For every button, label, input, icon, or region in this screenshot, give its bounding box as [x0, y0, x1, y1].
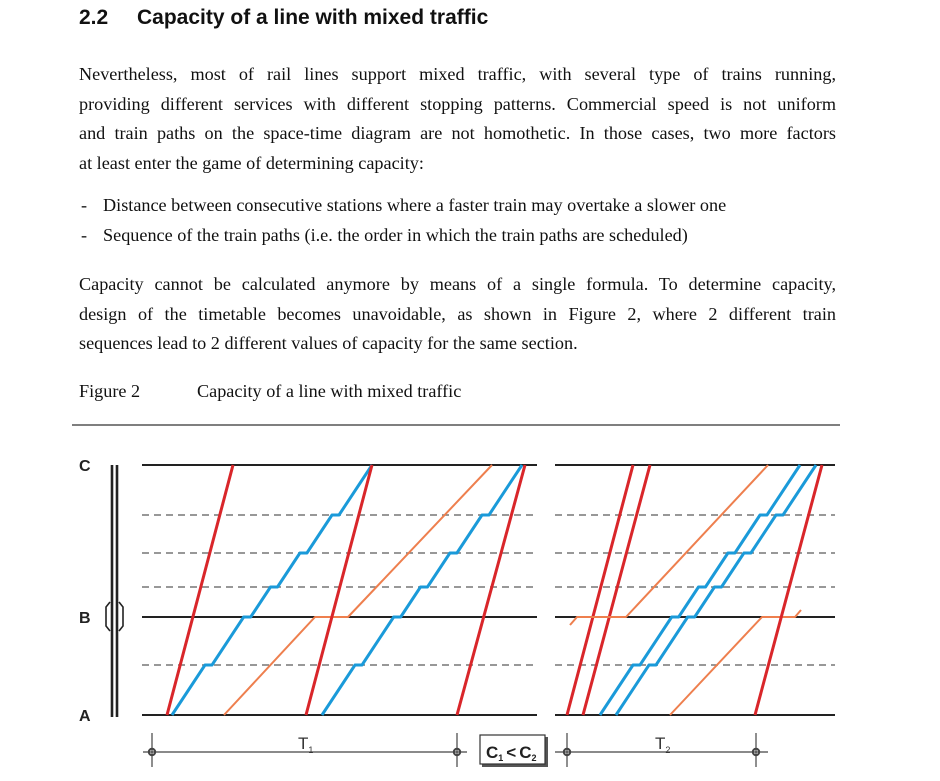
paragraph-line: design of the timetable becomes unavoidable, as shown in Figure 2, where 2 different train: [79, 303, 836, 324]
slow-train-path: [670, 610, 801, 715]
track-schematic-icon: [106, 465, 123, 717]
paragraph-line: at least enter the game of determining capacity:: [79, 153, 424, 174]
capacity-comparison: [486, 743, 537, 763]
cmp-sub1: 1: [498, 753, 504, 763]
bullet-text: Sequence of the train paths (i.e. the order in which the train paths are scheduled): [103, 225, 688, 245]
station-grid: [142, 465, 835, 715]
paragraph-line: Nevertheless, most of rail lines support mixed traffic, with several type of trains running,: [79, 64, 836, 84]
cmp-c1: C: [486, 743, 499, 762]
fast-train-path: [457, 465, 525, 715]
fast-train-path: [167, 465, 233, 715]
stopping-train-path: [616, 465, 816, 715]
stopping-train-path: [600, 465, 800, 715]
bullet-text: Distance between consecutive stations where a faster train may overtake a slower one: [103, 195, 727, 215]
station-label-b: B: [79, 610, 91, 627]
paragraph-line: Capacity cannot be calculated anymore by means of a single formula. To determine capacity,: [79, 274, 836, 294]
station-label-a: A: [79, 708, 91, 725]
period-label-t1: [298, 734, 313, 755]
period-label-t2: [655, 734, 670, 755]
cmp-sub2: 2: [531, 753, 537, 763]
section-number: 2.2: [79, 6, 109, 29]
figure-title: Capacity of a line with mixed traffic: [197, 381, 462, 401]
stopping-train-path: [172, 465, 372, 715]
cmp-op: <: [506, 743, 517, 762]
period-subscript: 1: [308, 745, 314, 755]
paragraph-line: providing different services with different stopping patterns. Commercial speed is not uniform: [79, 93, 836, 114]
fast-train-path: [306, 465, 372, 715]
timeline: [143, 733, 768, 767]
paragraph-line: sequences lead to 2 different values of capacity for the same section.: [79, 333, 578, 354]
station-label-c: C: [79, 458, 91, 475]
capacity-comparison-box: [480, 735, 548, 767]
bullet-marker: -: [81, 195, 88, 215]
bullet-marker: -: [81, 225, 88, 245]
figure-label: Figure 2: [79, 381, 141, 401]
section-title: Capacity of a line with mixed traffic: [137, 6, 489, 29]
period-subscript: 2: [665, 745, 671, 755]
slow-train-path: [570, 465, 768, 625]
slow-train-path: [224, 465, 492, 715]
cmp-c2: C: [519, 743, 532, 762]
fast-train-path: [755, 465, 822, 715]
train-paths: [167, 465, 822, 715]
paragraph-line: and train paths on the space-time diagram are not homothetic. In those cases, two more factors: [79, 123, 836, 144]
period-letter: T: [655, 734, 666, 753]
period-letter: T: [298, 734, 309, 753]
